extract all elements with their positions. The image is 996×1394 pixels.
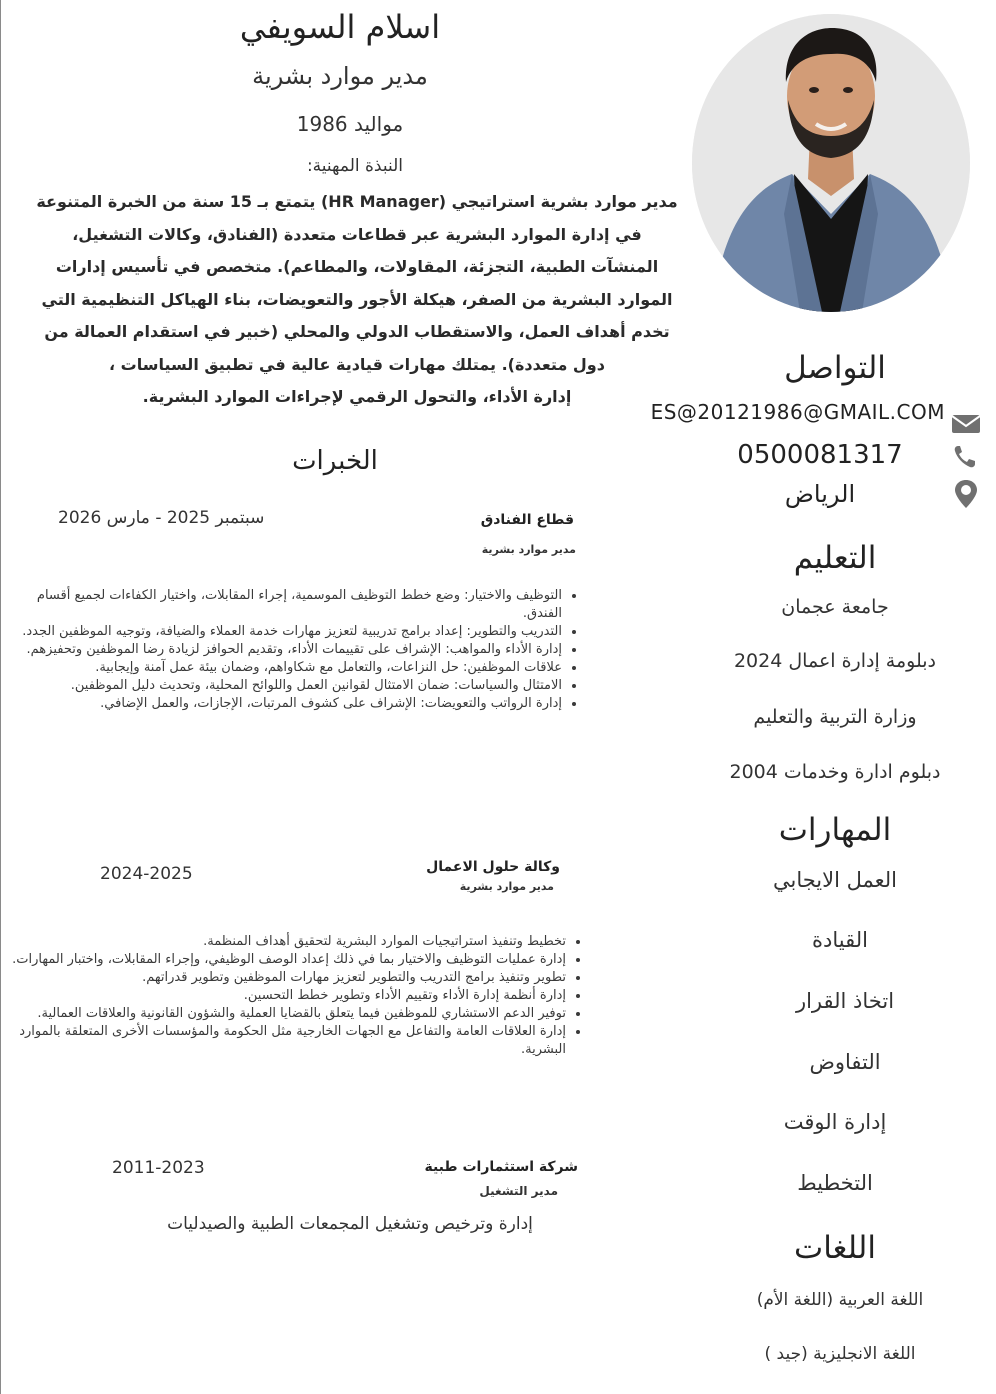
job-title: مدير موارد بشرية <box>252 62 428 90</box>
skill-item: اتخاذ القرار <box>795 989 895 1013</box>
skills-section-title: المهارات <box>778 812 892 848</box>
list-item: • التدريب والتطوير: إعداد برامج تدريبية لتعزيز مهارات خدمة العملاء والضيافة، وتوجيه الموظفين الجدد. <box>22 623 562 641</box>
job-role: مدير التشغيل <box>479 1184 558 1198</box>
job-date: 2011-2023 <box>112 1158 205 1178</box>
languages-section-title: اللغات <box>794 1230 876 1266</box>
skill-item: التخطيط <box>797 1171 873 1195</box>
summary-line: تخدم أهداف العمل، والاستقطاب الدولي والمحلي (خبير في استقدام العمالة من <box>44 322 670 341</box>
skill-item: إدارة الوقت <box>783 1110 887 1134</box>
city: الرياض <box>784 480 856 508</box>
job-duties-list <box>6 933 584 1059</box>
education-section-title: التعليم <box>793 540 877 576</box>
summary-line: إدارة الأداء، والتحول الرقمي لإجراءات الموارد البشرية. <box>142 387 572 406</box>
job-date: 2024-2025 <box>100 864 193 884</box>
location-pin-icon <box>948 478 984 510</box>
list-item: • إدارة الرواتب والتعويضات: الإشراف على كشوف المرتبات، الإجازات، والعمل الإضافي. <box>22 695 562 713</box>
portrait-illustration <box>692 14 970 312</box>
phone-icon <box>948 441 984 473</box>
education-item: جامعة عجمان <box>781 596 889 618</box>
job-company: وكالة حلول الاعمال <box>426 859 560 875</box>
list-item: • توفير الدعم الاستشاري للموظفين فيما يتعلق بالقضايا العملية والشؤون القانونية والعلاقات العمالية. <box>6 1005 566 1023</box>
profile-photo <box>692 14 970 312</box>
education-item: دبلومة إدارة اعمال 2024 <box>733 650 937 672</box>
language-item: اللغة العربية (اللغة الأم) <box>756 1290 924 1310</box>
education-item: دبلوم ادارة وخدمات 2004 <box>729 761 941 783</box>
summary-line: المنشآت الطبية، التجزئة، المقاولات، والمطاعم). متخصص في تأسيس إدارات <box>55 257 659 276</box>
job-date: سبتمبر 2025 - مارس 2026 <box>58 508 265 528</box>
job-role: مدير موارد بشرية <box>459 880 554 893</box>
language-item: اللغة الانجليزية (جيد ) <box>764 1344 916 1364</box>
email-address[interactable]: ES@20121986@GMAIL.COM <box>650 400 945 424</box>
job-duties-list <box>22 587 580 713</box>
experience-section-title: الخبرات <box>292 446 378 476</box>
list-item: • إدارة عمليات التوظيف والاختيار بما في ذلك إعداد الوصف الوظيفي، وإجراء المقابلات، واختبار المهارات. <box>6 951 566 969</box>
job-company: شركة استثمارات طبية <box>424 1159 578 1175</box>
summary-line: في إدارة الموارد البشرية عبر قطاعات متعددة (الفنادق، وكالات التشغيل، <box>72 224 642 244</box>
skill-item: القيادة <box>812 928 868 952</box>
summary-line: دول متعددة). يمتلك مهارات قيادية عالية في تطبيق السياسات ، <box>109 354 605 374</box>
page-left-border <box>0 0 1 1394</box>
skill-item: التفاوض <box>809 1050 881 1074</box>
envelope-icon <box>948 408 984 440</box>
person-name: اسلام السويفي <box>239 8 441 46</box>
job-role: مدير موارد بشرية <box>481 543 576 556</box>
list-item: • تطوير وتنفيذ برامج التدريب والتطوير لتعزيز مهارات الموظفين وتطوير قدراتهم. <box>6 969 566 987</box>
summary-line: الموارد البشرية من الصفر، هيكلة الأجور والتعويضات، بناء الهياكل التنظيمية التي <box>41 289 673 309</box>
list-item: • التوظيف والاختيار: وضع خطط التوظيف الموسمية، إجراء المقابلات، واختيار الكفاءات لجميع أقسام الفندق. <box>22 587 562 623</box>
job-description: إدارة وترخيص وتشغيل المجمعات الطبية والصيدليات <box>167 1214 533 1234</box>
list-item: • تخطيط وتنفيذ استراتيجيات الموارد البشرية لتحقيق أهداف المنظمة. <box>6 933 566 951</box>
list-item: • إدارة أنظمة إدارة الأداء وتقييم الأداء وتطوير خطط التحسين. <box>6 987 566 1005</box>
summary-line: مدير موارد بشرية استراتيجي (HR Manager) يتمتع بـ 15 سنة من الخبرة المتنوعة <box>36 192 678 211</box>
birth-year: مواليد 1986 <box>296 112 404 136</box>
education-item: وزارة التربية والتعليم <box>753 706 917 728</box>
list-item: • الامتثال والسياسات: ضمان الامتثال لقوانين العمل واللوائح المحلية، وتحديث دليل الموظفين. <box>22 677 562 695</box>
contact-section-title: التواصل <box>784 350 886 386</box>
list-item: • إدارة العلاقات العامة والتفاعل مع الجهات الخارجية مثل الحكومة والمؤسسات الأخرى المتعلقة بالموارد البشرية. <box>6 1023 566 1059</box>
phone-number[interactable]: 0500081317 <box>737 440 903 470</box>
list-item: • إدارة الأداء والمواهب: الإشراف على تقييمات الأداء، وتقديم الحوافز لزيادة رضا الموظفين وتحفيزهم. <box>22 641 562 659</box>
skill-item: العمل الايجابي <box>772 868 898 892</box>
list-item: • علاقات الموظفين: حل النزاعات، والتعامل مع شكاواهم، وضمان بيئة عمل آمنة وإيجابية. <box>22 659 562 677</box>
summary-title: النبذة المهنية: <box>306 156 404 176</box>
professional-summary <box>26 186 688 414</box>
job-company: قطاع الفنادق <box>480 512 574 528</box>
